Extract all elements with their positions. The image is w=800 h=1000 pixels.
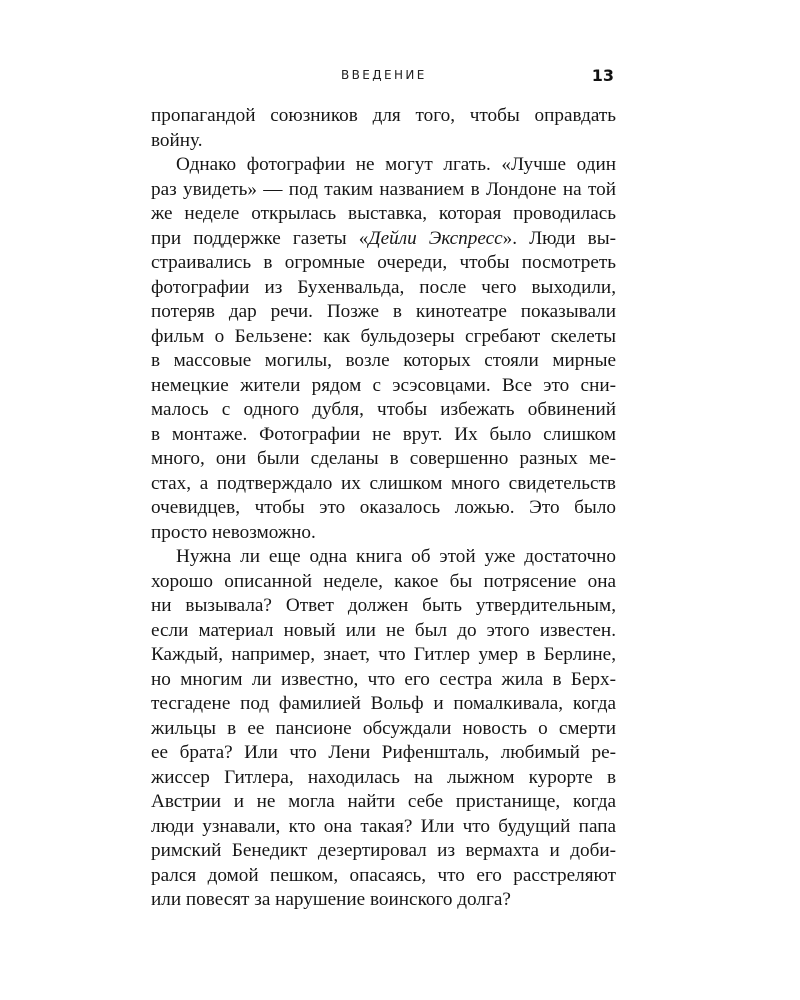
text-segment: Каждый, например, знает, что Гитлер умер в Берлине, bbox=[151, 644, 616, 665]
text-segment: же неделе открылась выставка, которая проводилась bbox=[151, 203, 616, 224]
text-line bbox=[151, 766, 616, 791]
paragraph bbox=[151, 545, 616, 913]
text-line bbox=[151, 251, 616, 276]
text-line bbox=[151, 888, 616, 913]
text-segment: ». Люди вы- bbox=[502, 227, 616, 249]
text-segment: очевидцев, чтобы это оказалось ложью. Это было bbox=[151, 497, 616, 518]
text-line bbox=[151, 521, 616, 546]
text-line bbox=[151, 496, 616, 521]
text-line bbox=[151, 472, 616, 497]
text-line bbox=[151, 423, 616, 448]
text-line bbox=[151, 594, 616, 619]
text-segment: тесгадене под фамилией Вольф и помалкивала, когда bbox=[151, 693, 616, 714]
text-line bbox=[151, 717, 616, 742]
text-segment: в монтаже. Фотографии не врут. Их было слишком bbox=[151, 423, 616, 445]
text-segment: или повесят за нарушение воинского долга? bbox=[151, 889, 511, 910]
text-line bbox=[151, 668, 616, 693]
text-segment: много, они были сделаны в совершенно разных ме- bbox=[151, 448, 616, 469]
text-segment: жильцы в ее пансионе обсуждали новость о смерти bbox=[151, 717, 616, 739]
text-line bbox=[151, 300, 616, 325]
text-segment: ее брата? Или что Лени Рифеншталь, любимый ре- bbox=[151, 742, 616, 763]
text-line bbox=[151, 741, 616, 766]
text-segment: римский Бенедикт дезертировал из вермахта и доби- bbox=[151, 840, 616, 861]
text-line bbox=[151, 447, 616, 472]
text-segment: Нужна ли еще одна книга об этой уже достаточно bbox=[176, 546, 616, 567]
text-segment: потеряв дар речи. Позже в кинотеатре показывали bbox=[151, 301, 616, 322]
text-line bbox=[151, 227, 616, 252]
text-line bbox=[151, 178, 616, 203]
text-segment: в массовые могилы, возле которых стояли мирные bbox=[151, 350, 616, 371]
text-segment: Однако фотографии не могут лгать. «Лучше один bbox=[176, 154, 616, 175]
text-segment: пропагандой союзников для того, чтобы оправдать bbox=[151, 105, 616, 126]
text-segment: рался домой пешком, опасаясь, что его расстреляют bbox=[151, 864, 616, 886]
text-segment: Австрии и не могла найти себе пристанище, когда bbox=[151, 791, 616, 812]
text-line bbox=[151, 374, 616, 399]
body-text bbox=[151, 104, 616, 913]
text-segment: войну. bbox=[151, 129, 203, 151]
text-line bbox=[151, 790, 616, 815]
text-line bbox=[151, 398, 616, 423]
newspaper-title: Дейли Экспресс bbox=[368, 227, 503, 249]
text-line bbox=[151, 325, 616, 350]
paragraph bbox=[151, 104, 616, 153]
text-segment: фотографии из Бухенвальда, после чего выходили, bbox=[151, 276, 616, 298]
text-line bbox=[151, 153, 616, 178]
running-head: ВВЕДЕНИЕ bbox=[341, 68, 427, 82]
text-segment: если материал новый или не был до этого известен. bbox=[151, 619, 616, 641]
text-line bbox=[151, 839, 616, 864]
text-line bbox=[151, 815, 616, 840]
text-segment: хорошо описанной неделе, какое бы потрясение она bbox=[151, 570, 616, 592]
text-segment: люди узнавали, кто она такая? Или что будущий папа bbox=[151, 815, 616, 837]
text-line bbox=[151, 276, 616, 301]
text-line bbox=[151, 129, 616, 154]
text-segment: малось с одного дубля, чтобы избежать обвинений bbox=[151, 399, 616, 420]
text-segment: страивались в огромные очереди, чтобы посмотреть bbox=[151, 252, 616, 273]
text-segment: но многим ли известно, что его сестра жила в Берх- bbox=[151, 668, 616, 690]
text-line bbox=[151, 545, 616, 570]
text-line bbox=[151, 692, 616, 717]
text-segment: жиссер Гитлера, находилась на лыжном курорте в bbox=[151, 766, 616, 788]
text-segment: фильм о Бельзене: как бульдозеры сгребают скелеты bbox=[151, 325, 616, 347]
text-segment: просто невозможно. bbox=[151, 521, 316, 543]
text-segment: раз увидеть» — под таким названием в Лондоне на той bbox=[151, 178, 616, 200]
paragraph bbox=[151, 153, 616, 545]
text-line bbox=[151, 619, 616, 644]
text-segment: стах, а подтверждало их слишком много свидетельств bbox=[151, 472, 616, 494]
text-line bbox=[151, 570, 616, 595]
text-line bbox=[151, 349, 616, 374]
text-line bbox=[151, 643, 616, 668]
text-line bbox=[151, 864, 616, 889]
text-line bbox=[151, 104, 616, 129]
page-number: 13 bbox=[591, 66, 614, 85]
text-segment: при поддержке газеты « bbox=[151, 227, 369, 249]
text-segment: ни вызывала? Ответ должен быть утвердительным, bbox=[151, 595, 616, 616]
text-line bbox=[151, 202, 616, 227]
text-segment: немецкие жители рядом с эсэсовцами. Все это сни- bbox=[151, 374, 616, 396]
